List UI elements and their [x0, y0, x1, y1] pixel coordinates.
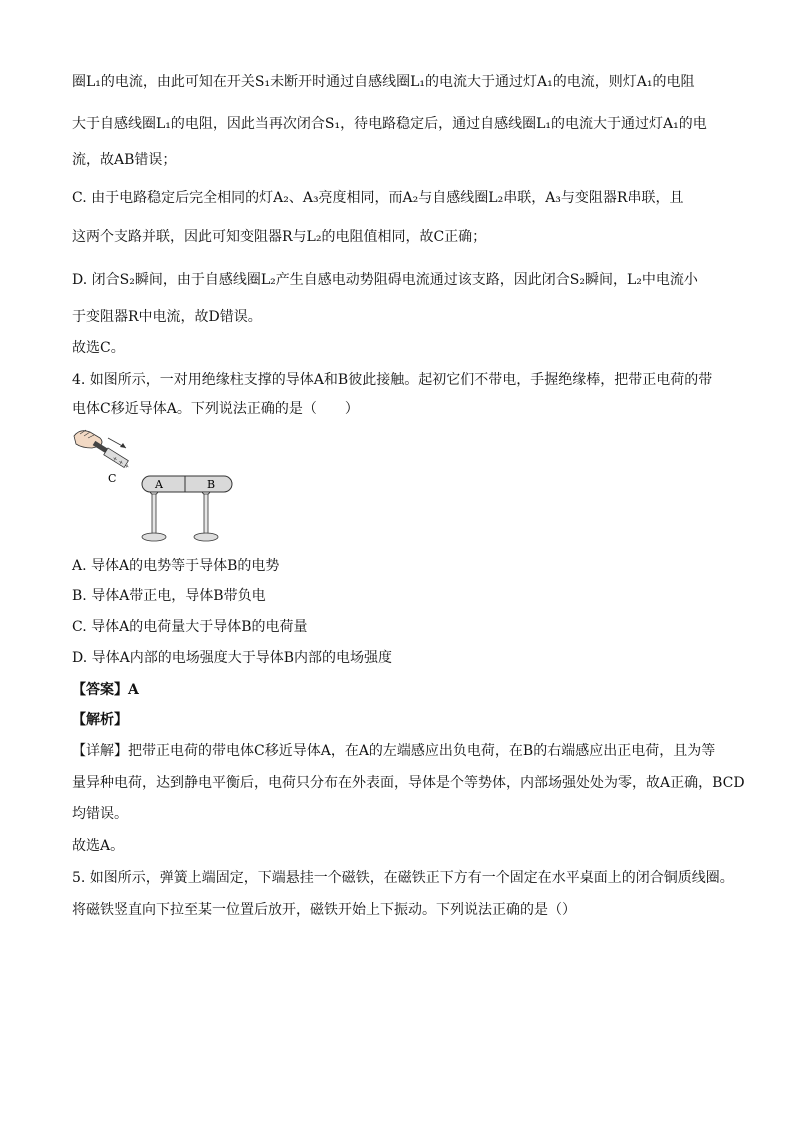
label-c: C	[108, 472, 117, 485]
label-a: A	[155, 478, 163, 491]
insulating-stand-a	[142, 492, 166, 541]
insulating-stand-b	[194, 492, 218, 541]
option-d-explanation-line-2: 于变阻器R中电流，故D错误。	[72, 309, 262, 325]
question-4-stem-line-2: 电体C移近导体A。下列说法正确的是（ ）	[72, 401, 359, 417]
option-b: B. 导体A带正电，导体B带负电	[72, 588, 266, 604]
conductor-diagram	[70, 426, 240, 550]
text-line-3: 流，故AB错误；	[72, 152, 177, 168]
answer-choice-q4: 故选A。	[72, 838, 125, 854]
option-c: C. 导体A的电荷量大于导体B的电荷量	[72, 619, 308, 635]
detail-line-1: 【详解】把带正电荷的带电体C移近导体A，在A的左端感应出负电荷，在B的右端感应出正电荷，且为等	[72, 743, 716, 759]
option-c-explanation-line-1: C. 由于电路稳定后完全相同的灯A₂、A₃亮度相同，而A₂与自感线圈L₂串联，A₃与变阻器R串联，且	[72, 190, 684, 206]
option-a: A. 导体A的电势等于导体B的电势	[72, 558, 280, 574]
detail-line-2: 量异种电荷，达到静电平衡后，电荷只分布在外表面，导体是个等势体，内部场强处处为零，故A正确，BCD	[72, 775, 745, 791]
question-4-stem-line-1: 4. 如图所示，一对用绝缘柱支撑的导体A和B彼此接触。起初它们不带电，手握绝缘棒，把带正电荷的带	[72, 372, 713, 388]
svg-text:+ + +: + + +	[110, 454, 131, 471]
label-b: B	[207, 478, 216, 491]
option-c-explanation-line-2: 这两个支路并联，因此可知变阻器R与L₂的电阻值相同，故C正确；	[72, 229, 487, 245]
option-d-explanation-line-1: D. 闭合S₂瞬间，由于自感线圈L₂产生自感电动势阻碍电流通过该支路，因此闭合S₂瞬间，L₂中电流小	[72, 272, 698, 288]
answer-heading: 【答案】A	[72, 682, 139, 698]
conductor-figure	[70, 426, 240, 550]
question-5-stem-line-2: 将磁铁竖直向下拉至某一位置后放开，磁铁开始上下振动。下列说法正确的是（）	[72, 902, 576, 918]
analysis-heading: 【解析】	[72, 712, 128, 728]
text-line-1: 圈L₁的电流，由此可知在开关S₁未断开时通过自感线圈L₁的电流大于通过灯A₁的电流，则灯A₁的电阻	[72, 74, 695, 90]
question-5-stem-line-1: 5. 如图所示，弹簧上端固定，下端悬挂一个磁铁，在磁铁正下方有一个固定在水平桌面上的闭合铜质线圈。	[72, 870, 734, 886]
motion-arrow	[108, 438, 126, 448]
detail-line-3: 均错误。	[72, 806, 128, 822]
option-d: D. 导体A内部的电场强度大于导体B内部的电场强度	[72, 650, 393, 666]
answer-choice-q3: 故选C。	[72, 340, 125, 356]
text-line-2: 大于自感线圈L₁的电阻，因此当再次闭合S₁，待电路稳定后，通过自感线圈L₁的电流大于通过灯A₁的电	[72, 116, 707, 132]
